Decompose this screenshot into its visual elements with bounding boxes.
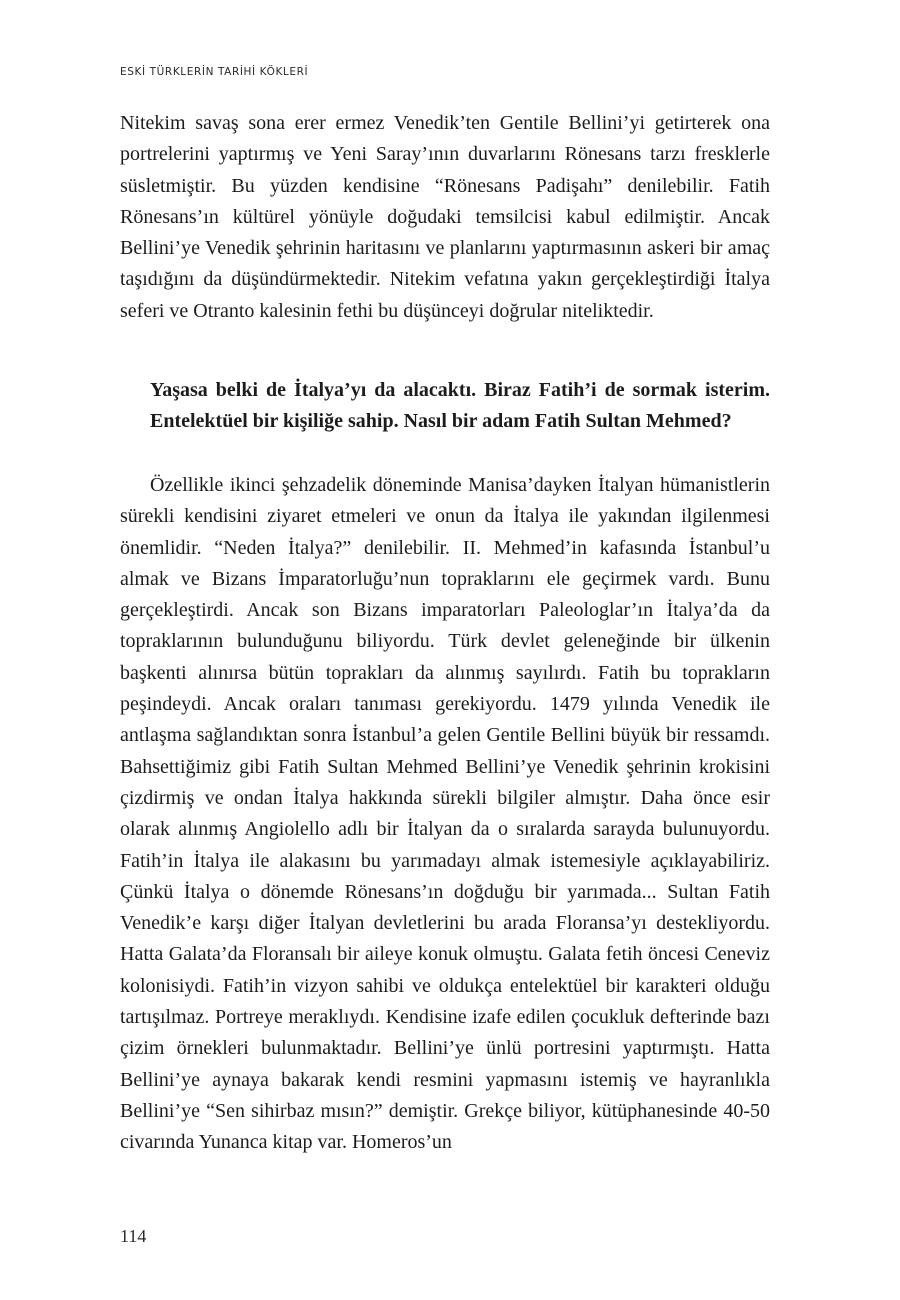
body-paragraph-2: Özellikle ikinci şehzadelik döneminde Manisa’dayken İtalyan hümanistlerin sürekli kendisini ziyaret etmeleri ve onun da İtalya ile yakından ilgilenmesi önemlidir. “Neden İtalya?” denilebilir. II. Mehmed’in kafasında İstanbul’u almak ve Bizans İmparatorluğu’nun topraklarını ele geçirmek vardı. Bunu gerçekleştirdi. Ancak son Bizans imparatorları Paleologlar’ın İtalya’da da topraklarının bulunduğunu biliyordu. Türk devlet geleneğinde bir ülkenin başkenti alınırsa bütün toprakları da alınmış sayılırdı. Fatih bu toprakların peşindeydi. Ancak oraları tanıması gerekiyordu. 1479 yılında Venedik ile antlaşma sağlandıktan sonra İstanbul’a gelen Gentile Bellini büyük bir ressamdı. Bahsettiğimiz gibi Fatih Sultan Mehmed Bellini’ye Venedik şehrinin krokisini çizdirmiş ve ondan İtalya hakkında sürekli bilgiler almıştır. Daha önce esir olarak alınmış Angiolello adlı bir İtalyan da o sıralarda sarayda bulunuyordu. Fatih’in İtalya ile alakasını bu yarımadayı almak istemesiyle açıklayabiliriz. Çünkü İtalya o dönemde Rönesans’ın doğduğu bir yarımada... Sultan Fatih Venedik’e karşı diğer İtalyan devletlerini bu arada Floransa’yı destekliyordu. Hatta Galata’da Floransalı bir aileye konuk olmuştu. Galata fetih öncesi Ceneviz kolonisiydi. Fatih’in vizyon sahibi ve oldukça entelektüel bir karakteri olduğu tartışılmaz. Portreye meraklıydı. Kendisine izafe edilen çocukluk defterinde bazı çizim örnekleri bulunmaktadır. Bellini’ye ünlü portresini yaptırmıştı. Hatta Bellini’ye aynaya bakarak kendi resmini yapmasını istemiş ve hayranlıkla Bellini’ye “Sen sihirbaz mısın?” demiştir. Grekçe biliyor, kütüphanesinde 40-50 civarında Yunanca kitap var. Homeros’un	[120, 474, 770, 1154]
page-number: 114	[120, 1226, 147, 1246]
body-paragraph-1: Nitekim savaş sona erer ermez Venedik’ten Gentile Bellini’yi getirterek ona portrelerini yaptırmış ve Yeni Saray’ının duvarlarını Rönesans tarzı fresklerle süsletmiştir. Bu yüzden kendisine “Rönesans Padişahı” denilebilir. Fatih Rönesans’ın kültürel yönüyle doğudaki temsilcisi kabul edilmiştir. Ancak Bellini’ye Venedik şehrinin haritasını ve planlarını yaptırmasının askeri bir amaç taşıdığını da düşündürmektedir. Nitekim vefatına yakın gerçekleştirdiği İtalya seferi ve Otranto kalesinin fethi bu düşünceyi doğrular niteliktedir.	[120, 112, 770, 322]
running-header: ESKİ TÜRKLERİN TARİHİ KÖKLERİ	[120, 66, 309, 78]
interview-question: Yaşasa belki de İtalya’yı da alacaktı. Biraz Fatih’i de sormak isterim. Entelektüel bir kişiliğe sahip. Nasıl bir adam Fatih Sultan Mehmed?	[150, 379, 770, 433]
